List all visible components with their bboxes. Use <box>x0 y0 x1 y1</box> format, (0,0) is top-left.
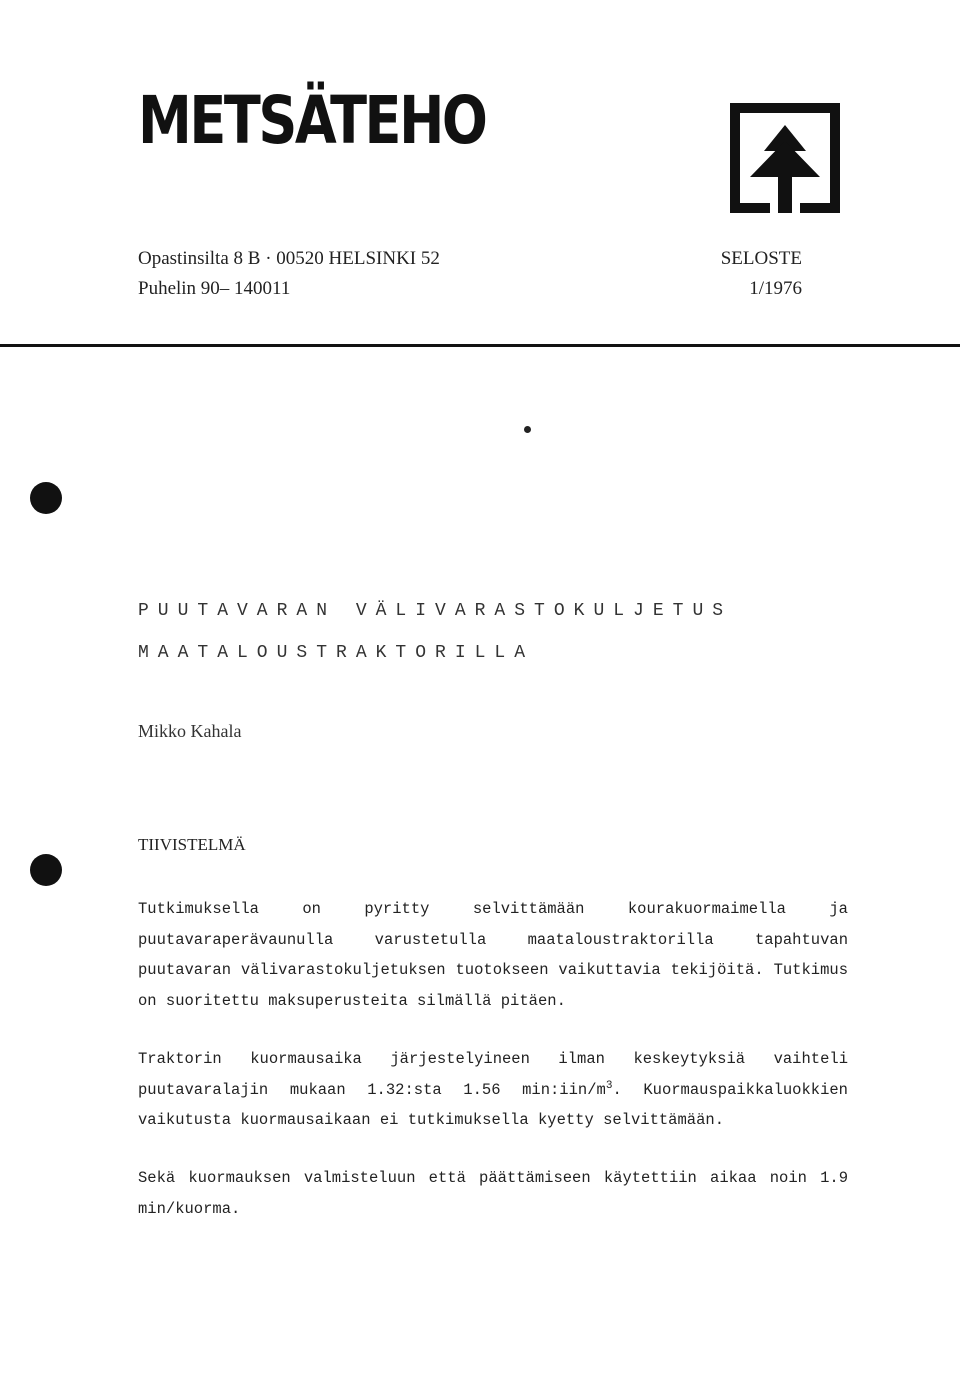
summary-paragraph-3: Sekä kuormauksen valmisteluun että päättämiseen käytettiin aikaa noin 1.9 min/kuorma. <box>138 1169 848 1218</box>
spruce-tree-logo-icon <box>730 103 840 213</box>
report-type: SELOSTE <box>720 248 802 269</box>
section-heading: TIIVISTELMÄ <box>138 835 246 854</box>
address-line: Opastinsilta 8 B · 00520 HELSINKI 52 <box>138 248 440 269</box>
summary-paragraph-2 <box>138 1044 848 1136</box>
ink-speck <box>524 426 531 433</box>
brand-wordmark: METSÄTEHO <box>138 82 486 159</box>
cubic-superscript: 3 <box>605 1079 613 1092</box>
punch-hole-top <box>30 482 62 514</box>
report-number: 1/1976 <box>749 278 802 299</box>
header-divider <box>0 344 960 347</box>
paragraph-2-text-end: . Kuormauspaikkaluokkien vaikutusta kuormausaikaan ei tutkimuksella kyetty selvittämään. <box>138 1080 848 1129</box>
phone-line: Puhelin 90– 140011 <box>138 278 291 299</box>
punch-hole-bottom <box>30 854 62 886</box>
summary-paragraph-1: Tutkimuksella on pyritty selvittämään kourakuormaimella ja puutavaraperävaunulla varustetulla maataloustraktorilla tapahtuvan puutavaran välivarastokuljetuksen tuotokseen vaikuttavia tekijöitä. Tutkimus on suoritettu maksuperusteita silmällä pitäen. <box>138 900 848 1010</box>
paragraph-2-text-start: Traktorin kuormausaika järjestelyineen ilman keskeytyksiä vaihteli puutavaralajin mukaan 1.32:sta 1.56 min:iin/m <box>138 1050 848 1099</box>
document-title-line-2: MAATALOUSTRAKTORILLA <box>138 643 535 663</box>
document-title-line-1: PUUTAVARAN VÄLIVARASTOKULJETUS <box>138 601 733 621</box>
author-name: Mikko Kahala <box>138 721 242 741</box>
